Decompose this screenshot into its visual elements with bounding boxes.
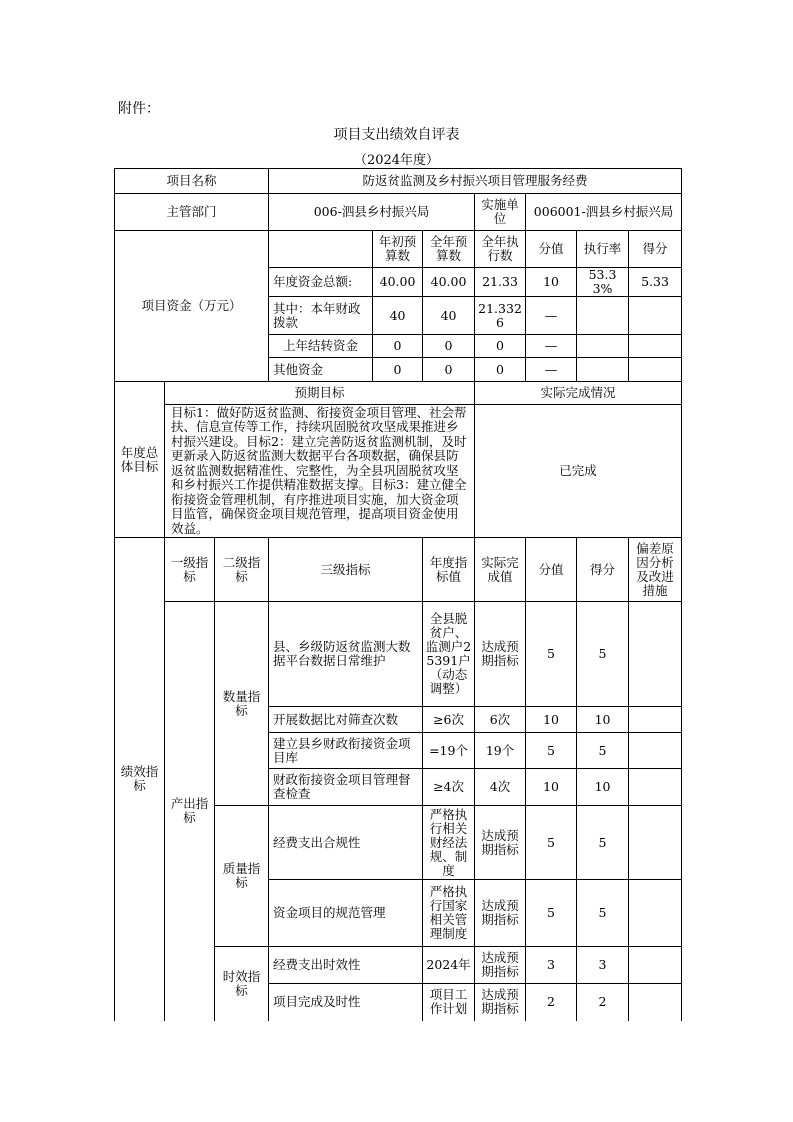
funds-cell: 21.3326	[475, 297, 526, 335]
actual-value: 6次	[475, 707, 526, 733]
perf-header: 年度指标值	[423, 538, 475, 602]
level3-indicator: 资金项目的规范管理	[269, 880, 423, 947]
level2-timeliness: 时效指标	[215, 947, 269, 1021]
got-value: 5	[577, 602, 629, 707]
score-value: 2	[526, 984, 577, 1021]
funds-cell	[629, 358, 682, 382]
deviation-note	[629, 984, 682, 1021]
got-value: 10	[577, 707, 629, 733]
impl-value: 006001-泗县乡村振兴局	[526, 194, 682, 231]
level2-quality: 质量指标	[215, 806, 269, 947]
actual-value: 达成预期指标	[475, 984, 526, 1021]
annual-target: 全县脱贫户、监测户25391户（动态调整）	[423, 602, 475, 707]
funds-cell: 40.00	[423, 268, 475, 297]
got-value: 5	[577, 880, 629, 947]
annual-target: 2024年	[423, 947, 475, 984]
funds-cell	[629, 297, 682, 335]
score-value: 10	[526, 769, 577, 806]
funds-label: 项目资金（万元）	[115, 231, 269, 382]
annual-target: 严格执行国家相关管理制度	[423, 880, 475, 947]
funds-cell: 0	[373, 335, 423, 358]
level2-quantity: 数量指标	[215, 602, 269, 806]
level3-indicator: 开展数据比对筛查次数	[269, 707, 423, 733]
funds-cell	[577, 297, 629, 335]
deviation-note	[629, 880, 682, 947]
perf-header: 二级指标	[215, 538, 269, 602]
funds-row-label: 其中：本年财政拨款	[269, 297, 373, 335]
funds-cell: 40.00	[373, 268, 423, 297]
score-value: 5	[526, 806, 577, 880]
funds-cell	[577, 335, 629, 358]
funds-cell: —	[526, 335, 577, 358]
funds-cell: 0	[373, 358, 423, 382]
impl-label: 实施单位	[475, 194, 526, 231]
funds-header: 得分	[629, 231, 682, 268]
perf-label: 绩效指标	[115, 538, 165, 1021]
form-title: 项目支出绩效自评表	[333, 127, 460, 143]
funds-row-label: 其他资金	[269, 358, 373, 382]
goals-actual-header: 实际完成情况	[475, 382, 682, 405]
got-value: 5	[577, 733, 629, 769]
dept-value: 006-泗县乡村振兴局	[269, 194, 475, 231]
level3-indicator: 经费支出合规性	[269, 806, 423, 880]
goals-expected-header: 预期目标	[165, 382, 475, 405]
deviation-note	[629, 769, 682, 806]
score-value: 5	[526, 733, 577, 769]
funds-header: 执行率	[577, 231, 629, 268]
score-value: 3	[526, 947, 577, 984]
funds-header: 全年预算数	[423, 231, 475, 268]
score-value: 5	[526, 602, 577, 707]
goals-actual-text: 已完成	[475, 405, 682, 538]
actual-value: 达成预期指标	[475, 806, 526, 880]
level3-indicator: 县、乡级防返贫监测大数据平台数据日常维护	[269, 602, 423, 707]
annual-target: ≥6次	[423, 707, 475, 733]
got-value: 3	[577, 947, 629, 984]
goals-expected-text: 目标1：做好防返贫监测、衔接资金项目管理、社会帮扶、信息宣传等工作，持续巩固脱贫攻坚成果推进乡村振兴建设。目标2：建立完善防返贫监测机制，及时更新录入防返贫监测大数据平台各项数据，确保县防返贫监测数据精准性、完整性，为全县巩固脱贫攻坚和乡村振兴工作提供精准数据支撑。目标3：建立健全衔接资金管理机制，有序推进项目实施，加大资金项目监管，确保资金项目规范管理，提高项目资金使用效益。	[165, 405, 475, 538]
funds-cell	[629, 335, 682, 358]
level3-indicator: 财政衔接资金项目管理督查检查	[269, 769, 423, 806]
funds-cell: —	[526, 297, 577, 335]
funds-cell: 40	[373, 297, 423, 335]
funds-cell: 53.33%	[577, 268, 629, 297]
funds-cell: 0	[423, 358, 475, 382]
funds-cell: —	[526, 358, 577, 382]
perf-header: 偏差原因分析及改进措施	[629, 538, 682, 602]
level3-indicator: 建立县乡财政衔接资金项目库	[269, 733, 423, 769]
funds-header: 分值	[526, 231, 577, 268]
annual-target: 严格执行相关财经法规、制度	[423, 806, 475, 880]
deviation-note	[629, 707, 682, 733]
score-value: 10	[526, 707, 577, 733]
level1-output: 产出指标	[165, 602, 215, 1021]
funds-header-blank	[269, 231, 373, 268]
score-value: 5	[526, 880, 577, 947]
annual-target: =19个	[423, 733, 475, 769]
got-value: 2	[577, 984, 629, 1021]
actual-value: 达成预期指标	[475, 602, 526, 707]
perf-header: 一级指标	[165, 538, 215, 602]
form-year: （2024年度）	[353, 153, 440, 168]
funds-cell: 0	[475, 335, 526, 358]
perf-header: 得分	[577, 538, 629, 602]
deviation-note	[629, 733, 682, 769]
funds-cell: 0	[423, 335, 475, 358]
attachment-label: 附件：	[118, 101, 160, 117]
actual-value: 4次	[475, 769, 526, 806]
funds-row-label: 上年结转资金	[269, 335, 373, 358]
funds-cell: 5.33	[629, 268, 682, 297]
actual-value: 达成预期指标	[475, 880, 526, 947]
perf-header: 分值	[526, 538, 577, 602]
funds-cell: 21.33	[475, 268, 526, 297]
funds-cell: 40	[423, 297, 475, 335]
dept-label: 主管部门	[115, 194, 269, 231]
project-name-label: 项目名称	[115, 169, 269, 194]
deviation-note	[629, 947, 682, 984]
perf-header: 实际完成值	[475, 538, 526, 602]
got-value: 10	[577, 769, 629, 806]
actual-value: 达成预期指标	[475, 947, 526, 984]
funds-cell: 10	[526, 268, 577, 297]
project-name-value: 防返贫监测及乡村振兴项目管理服务经费	[269, 169, 682, 194]
funds-header: 年初预算数	[373, 231, 423, 268]
funds-row-label: 年度资金总额:	[269, 268, 373, 297]
perf-header: 三级指标	[269, 538, 423, 602]
deviation-note	[629, 602, 682, 707]
actual-value: 19个	[475, 733, 526, 769]
annual-target: ≥4次	[423, 769, 475, 806]
level3-indicator: 经费支出时效性	[269, 947, 423, 984]
funds-cell	[577, 358, 629, 382]
deviation-note	[629, 806, 682, 880]
annual-target: 项目工作计划	[423, 984, 475, 1021]
funds-header: 全年执行数	[475, 231, 526, 268]
self-evaluation-table	[114, 168, 682, 1021]
funds-cell: 0	[475, 358, 526, 382]
goals-label: 年度总体目标	[115, 382, 165, 538]
got-value: 5	[577, 806, 629, 880]
level3-indicator: 项目完成及时性	[269, 984, 423, 1021]
